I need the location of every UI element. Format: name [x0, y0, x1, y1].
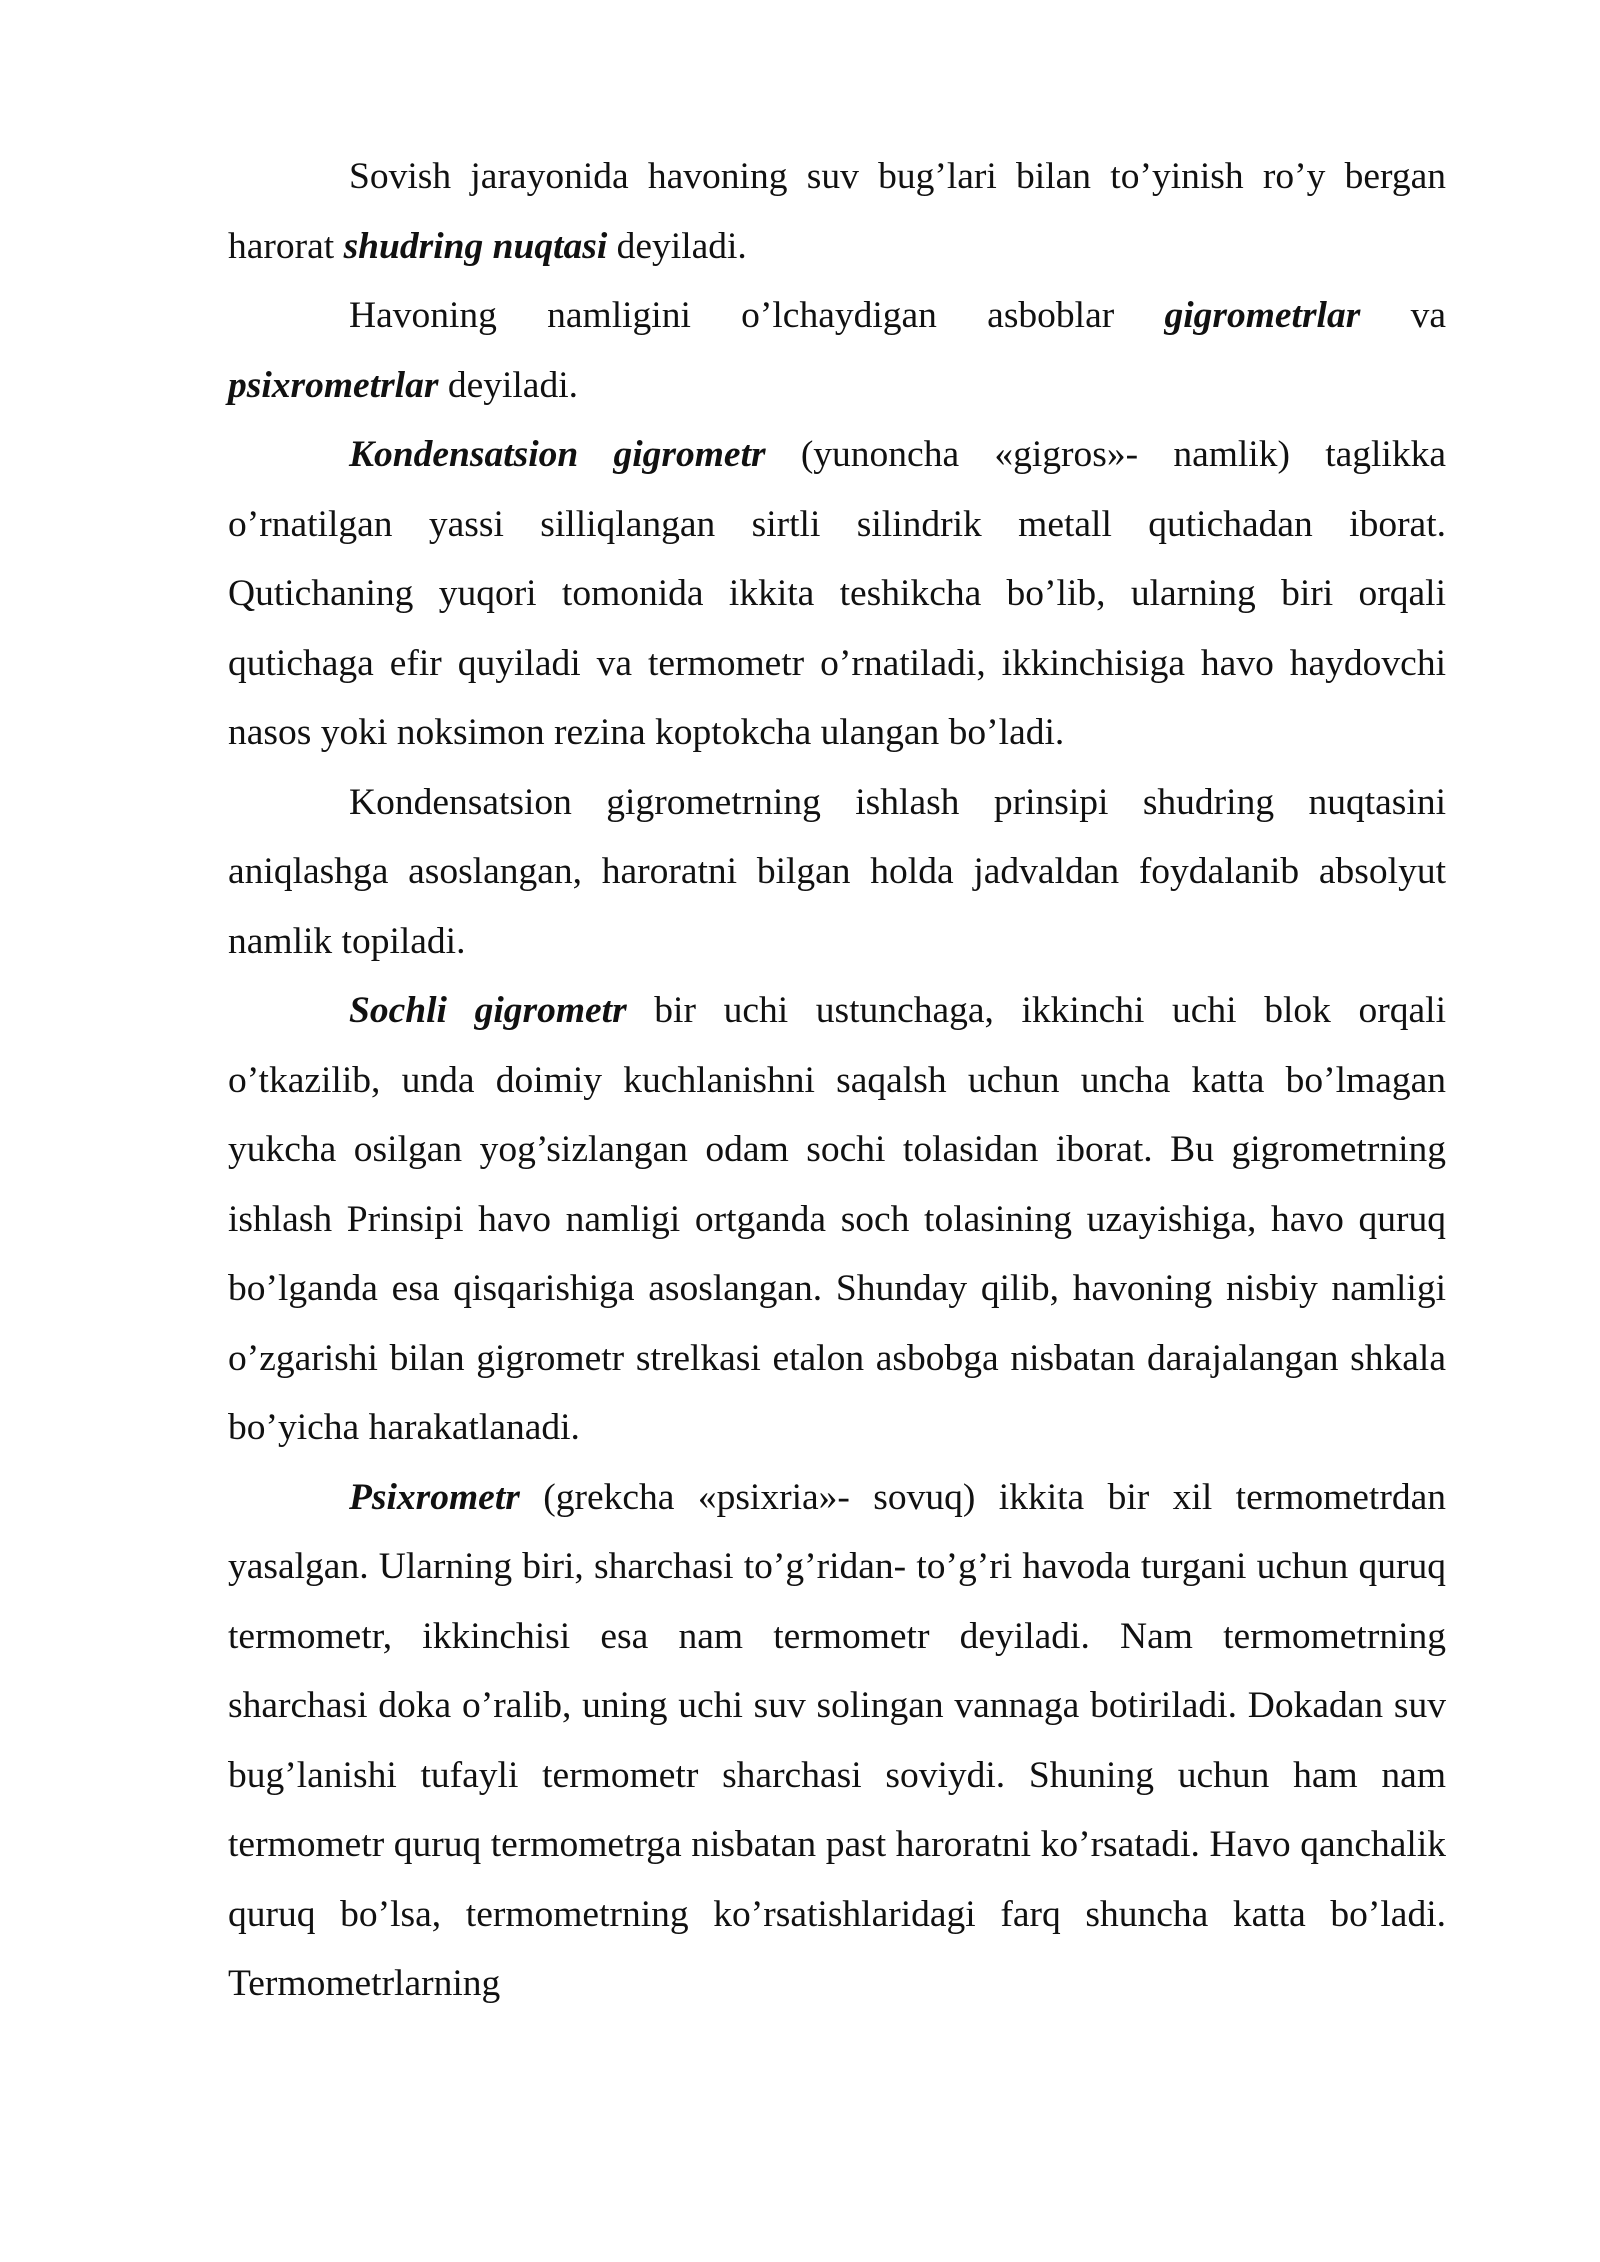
paragraph-text: (yunoncha «gigros»- namlik) taglikka o’rnatilgan yassi silliqlangan sirtli silindrik metall qutichadan iborat. Qutichaning yuqori tomonida ikkita teshikcha bo’lib, ularning biri orqali qutichaga efir quyiladi va termometr o’rnatiladi, ikkinchisiga havo haydovchi nasos yoki noksimon rezina koptokcha ulangan bo’ladi.: [228, 434, 1446, 753]
paragraph-psychrometer: [228, 1463, 1446, 2019]
term-psixrometr: Psixrometr: [349, 1476, 520, 1518]
paragraph-text: Kondensatsion gigrometrning ishlash prinsipi shudring nuqtasini aniqlashga asoslangan, haroratni bilgan holda jadvaldan foydalanib absolyut namlik topiladi.: [228, 781, 1446, 962]
paragraph-dew-point: [228, 142, 1446, 281]
term-kondensatsion-gigrometr: Kondensatsion gigrometr: [349, 434, 766, 475]
paragraph-text: deyiladi.: [438, 364, 578, 406]
term-gigrometrlar: gigrometrlar: [1164, 295, 1361, 336]
document-body: [228, 142, 1446, 2019]
paragraph-text: bir uchi ustunchaga, ikkinchi uchi blok orqali o’tkazilib, unda doimiy kuchlanishni saqalsh uchun uncha katta bo’lmagan yukcha osilgan yog’sizlangan odam sochi tolasidan iborat. Bu gigrometrning ishlash Prinsipi havo namligi ortganda soch tolasining uzayishiga, havo quruq bo’lganda esa qisqarishiga asoslangan. Shunday qilib, havoning nisbiy namligi o’zgarishi bilan gigrometr strelkasi etalon asbobga nisbatan darajalangan shkala bo’yicha harakatlanadi.: [228, 990, 1446, 1448]
paragraph-instruments: [228, 281, 1446, 420]
term-shudring-nuqtasi: shudring nuqtasi: [343, 225, 608, 267]
paragraph-condensation-principle: [228, 768, 1446, 977]
term-sochli-gigrometr: Sochli gigrometr: [349, 990, 627, 1031]
paragraph-text: (grekcha «psixria»- sovuq) ikkita bir xil termometrdan yasalgan. Ularning biri, sharchasi to’g’ridan- to’g’ri havoda turgani uchun quruq termometr, ikkinchisi esa nam termometr deyiladi. Nam termometrning sharchasi doka o’ralib, uning uchi suv solingan vannaga botiriladi. Dokadan suv bug’lanishi tufayli termometr sharchasi soviydi. Shuning uchun ham nam termometr quruq termometrga nisbatan past haroratni ko’rsatadi. Havo qanchalik quruq bo’lsa, termometrning ko’rsatishlaridagi farq shuncha katta bo’ladi. Termometrlarning: [228, 1476, 1446, 2004]
term-psixrometrlar: psixrometrlar: [228, 364, 439, 406]
paragraph-text: deyiladi.: [607, 225, 747, 267]
paragraph-text: va: [1360, 295, 1446, 336]
paragraph-condensation-hygrometer: [228, 420, 1446, 768]
paragraph-text: Havoning namligini o’lchaydigan asboblar: [349, 295, 1165, 336]
paragraph-hair-hygrometer: [228, 976, 1446, 1463]
paragraph-text: Sovish jarayonida havoning suv bug’lari bilan to’yinish ro’y bergan harorat: [228, 156, 1446, 267]
